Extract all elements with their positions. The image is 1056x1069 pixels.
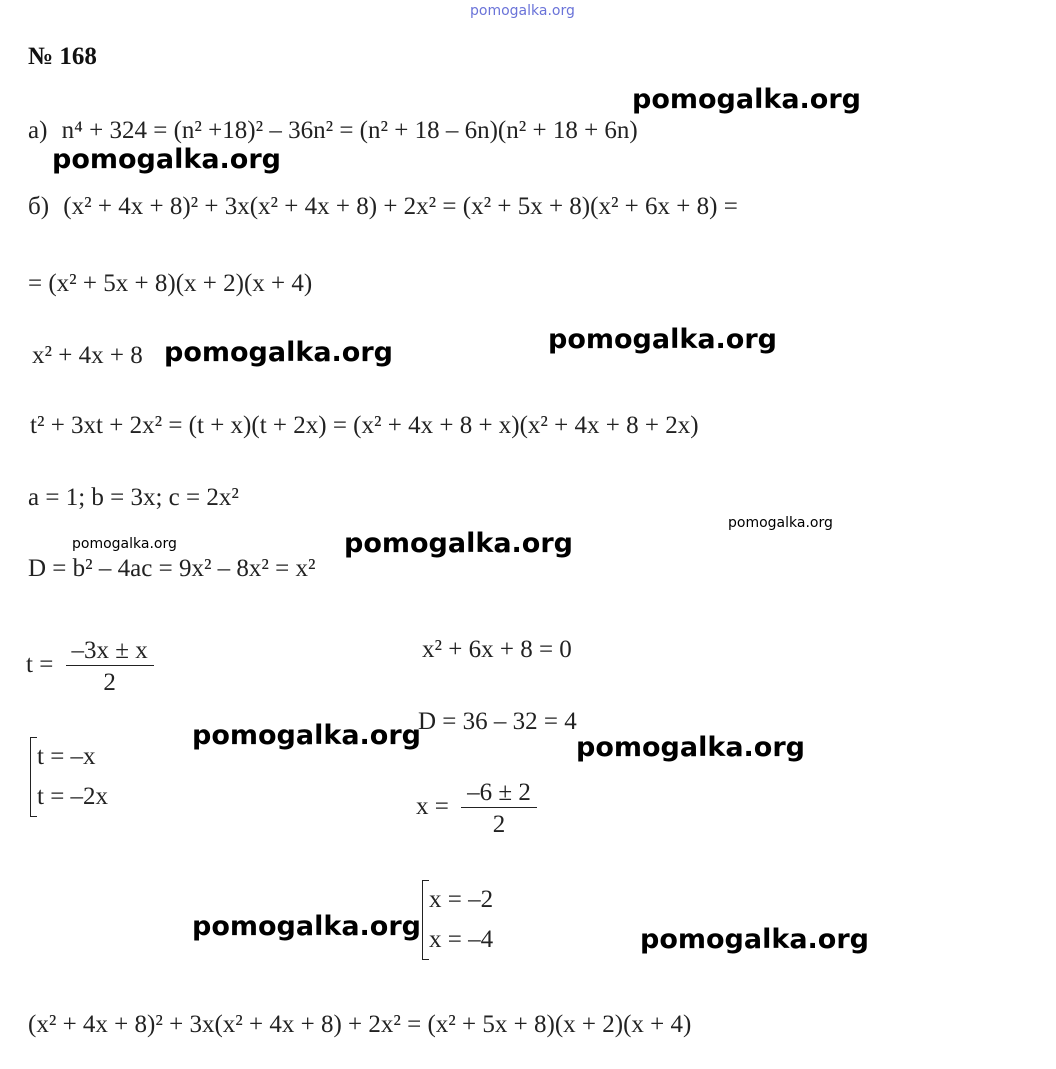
- line-b-content: (x² + 4x + 8)² + 3x(x² + 4x + 8) + 2x² = (x² + 5x + 8)(x² + 6x + 8) =: [63, 193, 738, 220]
- x-fraction: [461, 780, 537, 837]
- watermark-small: pomogalka.org: [728, 515, 833, 531]
- line-a-label: а): [28, 117, 48, 144]
- substitution-line: x² + 4x + 8: [32, 342, 143, 369]
- coefficients-line: a = 1; b = 3x; c = 2x²: [28, 484, 239, 511]
- watermark: pomogalka.org: [548, 324, 777, 355]
- problem-number: № 168: [28, 43, 97, 70]
- quadratic-equation: x² + 6x + 8 = 0: [422, 636, 572, 663]
- site-link[interactable]: pomogalka.org: [470, 3, 575, 19]
- x-formula-lhs: x =: [416, 793, 449, 821]
- line-b-label: б): [28, 193, 50, 220]
- t-roots-bracket: [30, 737, 108, 817]
- watermark: pomogalka.org: [632, 84, 861, 115]
- watermark-small: pomogalka.org: [72, 536, 177, 552]
- watermark: pomogalka.org: [52, 144, 281, 175]
- x-roots-bracket: [422, 880, 493, 960]
- watermark: pomogalka.org: [640, 924, 869, 955]
- x-root-2: x = –4: [429, 926, 494, 953]
- t-root-2: t = –2x: [37, 783, 109, 810]
- line-b2: = (x² + 5x + 8)(x + 2)(x + 4): [28, 270, 313, 297]
- x-numerator: –6 ± 2: [461, 780, 537, 808]
- t-denominator: 2: [103, 669, 116, 696]
- line-a-content: n⁴ + 324 = (n² +18)² – 36n² = (n² + 18 – 6n)(n² + 18 + 6n): [61, 117, 638, 144]
- watermark: pomogalka.org: [164, 337, 393, 368]
- t-formula: [26, 638, 154, 695]
- t-equation: t² + 3xt + 2x² = (t + x)(t + 2x) = (x² + 4x + 8 + x)(x² + 4x + 8 + 2x): [30, 412, 699, 439]
- t-fraction: [66, 638, 154, 695]
- final-result: (x² + 4x + 8)² + 3x(x² + 4x + 8) + 2x² = (x² + 5x + 8)(x + 2)(x + 4): [28, 1011, 692, 1038]
- t-root-1: t = –x: [37, 743, 96, 770]
- line-a: [28, 118, 638, 143]
- watermark: pomogalka.org: [192, 720, 421, 751]
- discriminant-right: D = 36 – 32 = 4: [418, 708, 577, 735]
- t-numerator: –3x ± x: [66, 638, 154, 666]
- line-b: [28, 194, 738, 219]
- watermark: pomogalka.org: [192, 911, 421, 942]
- t-formula-lhs: t =: [26, 651, 54, 679]
- discriminant-line: D = b² – 4ac = 9x² – 8x² = x²: [28, 555, 316, 582]
- watermark: pomogalka.org: [344, 528, 573, 559]
- x-formula: [416, 780, 537, 837]
- x-denominator: 2: [492, 811, 506, 838]
- t-roots-system: [30, 737, 108, 817]
- watermark: pomogalka.org: [576, 732, 805, 763]
- x-roots-system: [422, 880, 493, 960]
- x-root-1: x = –2: [429, 886, 494, 913]
